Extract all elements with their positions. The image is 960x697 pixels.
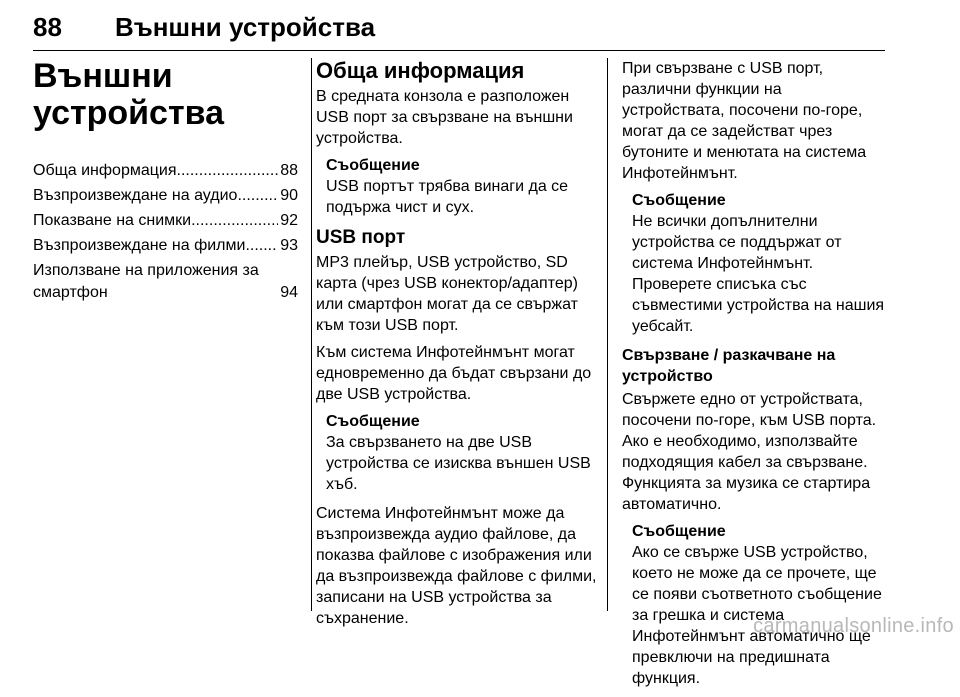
subheading: Свързване / разкачване на устройство (622, 347, 836, 385)
page-number: 88 (33, 12, 62, 42)
watermark-text: carmanualsonline.info (753, 615, 954, 637)
subheading: USB порт (316, 227, 406, 248)
note-box (622, 521, 886, 689)
note-title: Съобщение (632, 523, 726, 540)
column-middle (316, 58, 602, 635)
paragraph: MP3 плейър, USB устройство, SD карта (чрез USB конектор/адаптер) или смартфон могат да се свържат към този USB порт. (316, 254, 578, 334)
column-left (33, 58, 298, 307)
page-header (33, 10, 885, 51)
note-box (316, 411, 602, 495)
paragraph: В средната конзола е разположен USB порт за свързване на външни устройства. (316, 88, 573, 147)
paragraph: Свържете едно от устройствата, посочени по-горе, към USB порта. Ако е необходимо, използвайте подходящия кабел за свързване. Функцията за музика се стартира автоматично. (622, 391, 877, 513)
running-title: Външни устройства (115, 12, 376, 42)
note-text: За свързването на две USB устройства се изисква външен USB хъб. (326, 434, 591, 493)
note-text: Не всички допълнителни устройства се поддържат от система Инфотейнмънт. Проверете списъка със съвместими устройства на нашия уебсайт. (632, 213, 885, 335)
column-divider (311, 58, 312, 611)
section-title: Обща информация (316, 58, 525, 83)
toc-entry[interactable]: Възпроизвеждане на филми ..... 93 (33, 235, 298, 257)
paragraph: Система Инфотейнмънт може да възпроизвежда аудио файлове, да показва файлове с изображения или да възпроизвежда файлове с филми, записани на USB устройства за съхранение. (316, 505, 597, 627)
toc-entry[interactable]: Използване на приложения за смартфон 94 (33, 262, 298, 301)
column-right (622, 58, 886, 697)
table-of-contents (33, 160, 298, 304)
toc-entry[interactable]: Възпроизвеждане на аудио ..... 90 (33, 185, 298, 207)
paragraph: При свързване с USB порт, различни функции на устройствата, посочени по-горе, могат да се задействат чрез бутоните и менютата на система Инфотейнмънт. (622, 60, 867, 182)
note-text: USB портът трябва винаги да се подържа чист и сух. (326, 178, 569, 216)
note-box (316, 155, 602, 218)
note-box (622, 190, 886, 337)
note-text: Ако се свърже USB устройство, което не може да се прочете, ще се появи съответното съобщение за грешка и система Инфотейнмънт автоматично ще превключи на предишната функция. (632, 544, 882, 687)
column-divider (607, 58, 608, 611)
note-title: Съобщение (632, 192, 726, 209)
note-title: Съобщение (326, 157, 420, 174)
toc-entry[interactable]: Обща информация ..... 88 (33, 160, 298, 182)
toc-entry[interactable]: Показване на снимки ..... 92 (33, 210, 298, 232)
paragraph: Към система Инфотейнмънт могат едновременно да бъдат свързани до две USB устройства. (316, 344, 592, 403)
chapter-title: Външни устройства (33, 57, 224, 132)
note-title: Съобщение (326, 413, 420, 430)
